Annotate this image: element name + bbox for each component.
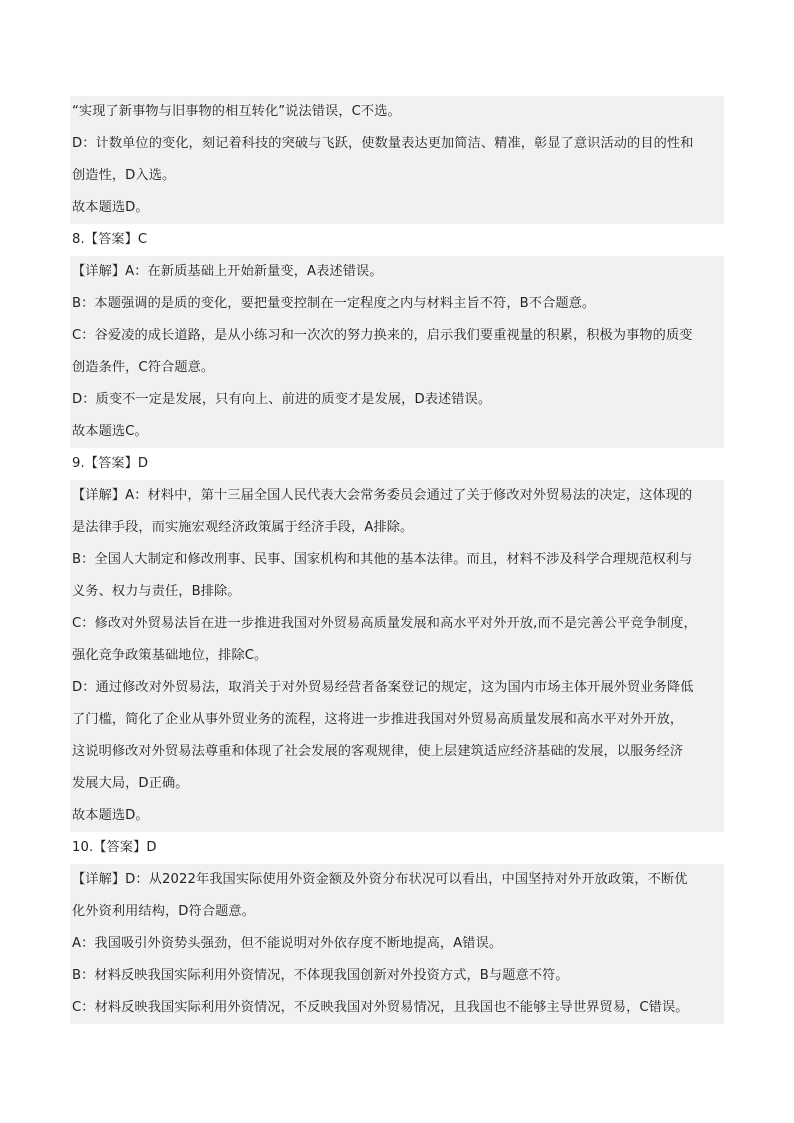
text-line: 故本题选D。 — [70, 800, 724, 832]
text-line: C：材料反映我国实际利用外资情况，不反映我国对外贸易情况，且我国也不能够主导世界贸易，C错误。 — [70, 992, 724, 1024]
text-line: D：通过修改对外贸易法，取消关于对外贸易经营者备案登记的规定，这为国内市场主体开展外贸业务降低 — [70, 672, 724, 704]
answer-heading-9: 9.【答案】D — [72, 456, 149, 471]
text-line: 了门槛，简化了企业从事外贸业务的流程，这将进一步推进我国对外贸易高质量发展和高水平对外开放， — [70, 704, 724, 736]
text-line: C：谷爱凌的成长道路，是从小练习和一次次的努力换来的，启示我们要重视量的积累，积极为事物的质变 — [70, 320, 724, 352]
text-line: 【详解】D：从2022年我国实际使用外资金额及外资分布状况可以看出，中国坚持对外开放政策，不断优 — [70, 864, 724, 896]
text-line: 发展大局，D正确。 — [70, 768, 724, 800]
text-line: B：全国人大制定和修改刑事、民事、国家机构和其他的基本法律。而且，材料不涉及科学合理规范权利与 — [70, 544, 724, 576]
text-line: 创造性，D入选。 — [70, 160, 724, 192]
text-line: 故本题选D。 — [70, 192, 724, 224]
text-line: 【详解】A：材料中，第十三届全国人民代表大会常务委员会通过了关于修改对外贸易法的决定，这体现的 — [70, 480, 724, 512]
text-line: 这说明修改对外贸易法尊重和体现了社会发展的客观规律，使上层建筑适应经济基础的发展，以服务经济 — [70, 736, 724, 768]
text-line: D：计数单位的变化，刻记着科技的突破与飞跃，使数量表达更加简洁、精准，彰显了意识活动的目的性和 — [70, 128, 724, 160]
text-line: 义务、权力与责任，B排除。 — [70, 576, 724, 608]
text-line: 【详解】A：在新质基础上开始新量变，A表述错误。 — [70, 256, 724, 288]
text-line: 创造条件，C符合题意。 — [70, 352, 724, 384]
answer-heading-8: 8.【答案】C — [72, 232, 148, 247]
text-line: B：本题强调的是质的变化，要把量变控制在一定程度之内与材料主旨不符，B不合题意。 — [70, 288, 724, 320]
text-line: A：我国吸引外资势头强劲，但不能说明对外依存度不断地提高，A错误。 — [70, 928, 724, 960]
text-line: 是法律手段，而实施宏观经济政策属于经济手段，A排除。 — [70, 512, 724, 544]
text-line: 强化竞争政策基础地位，排除C。 — [70, 640, 724, 672]
answer-explanations — [70, 96, 724, 1024]
text-line: 化外资利用结构，D符合题意。 — [70, 896, 724, 928]
text-line: 故本题选C。 — [70, 416, 724, 448]
text-line: C：修改对外贸易法旨在进一步推进我国对外贸易高质量发展和高水平对外开放,而不是完善公平竞争制度， — [70, 608, 724, 640]
text-line: “实现了新事物与旧事物的相互转化”说法错误，C不选。 — [70, 96, 724, 128]
text-line: D：质变不一定是发展，只有向上、前进的质变才是发展，D表述错误。 — [70, 384, 724, 416]
answer-heading-10: 10.【答案】D — [72, 840, 157, 855]
text-line: B：材料反映我国实际利用外资情况，不体现我国创新对外投资方式，B与题意不符。 — [70, 960, 724, 992]
